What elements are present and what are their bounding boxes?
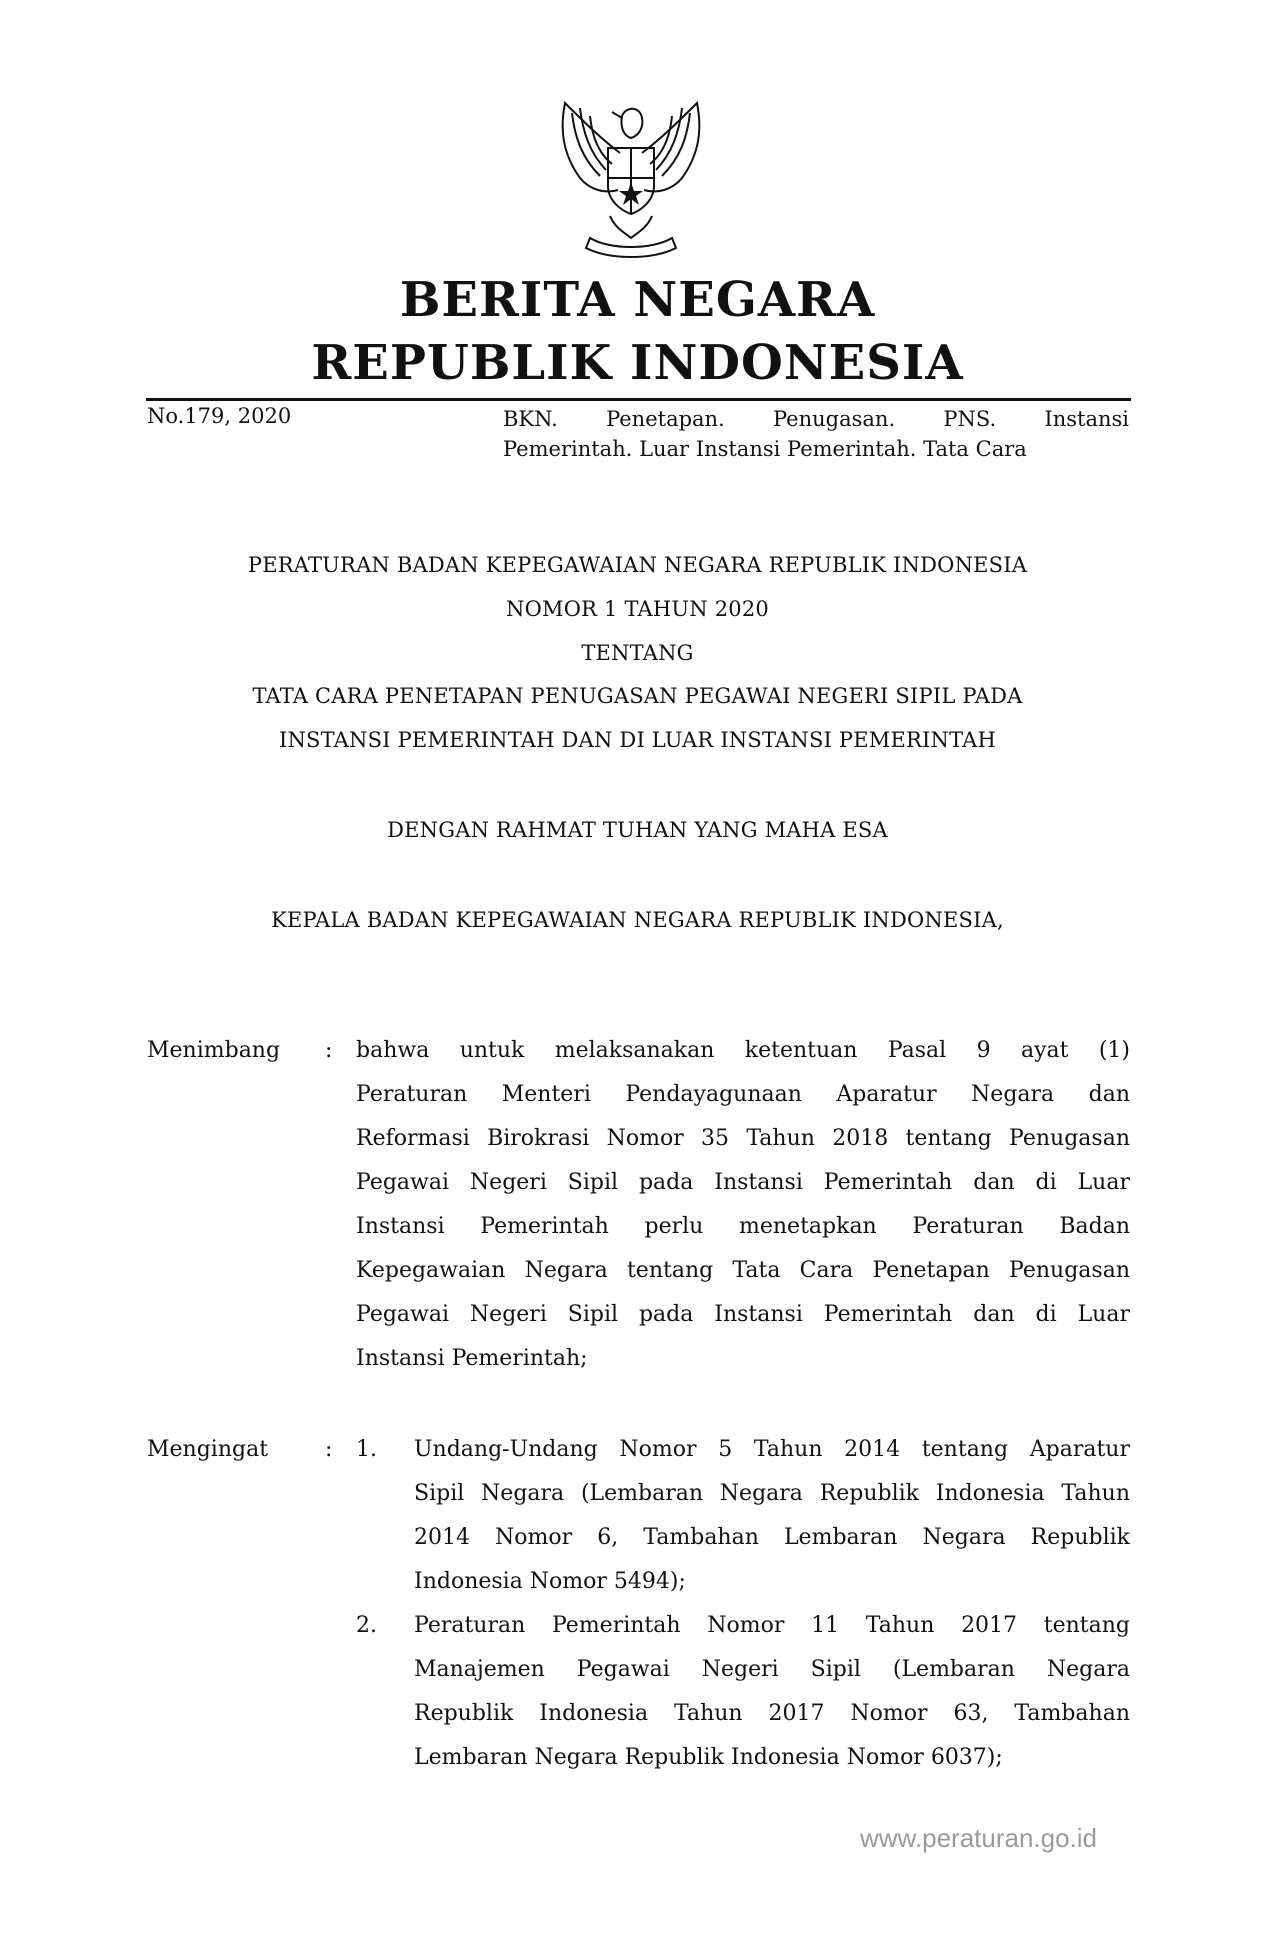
text-line: Republik Indonesia Tahun 2017 Nomor 63, Tambahan: [414, 1701, 1130, 1726]
mengingat-label: Mengingat: [147, 1437, 269, 1462]
regulation-about: TENTANG: [581, 641, 694, 665]
invocation: DENGAN RAHMAT TUHAN YANG MAHA ESA: [387, 818, 888, 842]
text-line: Peraturan Pemerintah Nomor 11 Tahun 2017 tentang: [414, 1613, 1130, 1638]
list-item: [414, 1604, 1130, 1780]
subject-line: Pemerintah. Luar Instansi Pemerintah. Tata Cara: [503, 437, 1027, 461]
text-line: Manajemen Pegawai Negeri Sipil (Lembaran Negara: [414, 1657, 1130, 1682]
issuing-authority: KEPALA BADAN KEPEGAWAIAN NEGARA REPUBLIK INDONESIA,: [271, 908, 1004, 932]
gazette-subject: [503, 404, 1129, 464]
regulation-title: PERATURAN BADAN KEPEGAWAIAN NEGARA REPUBLIK INDONESIA: [247, 553, 1028, 577]
mengingat-colon: :: [325, 1437, 333, 1462]
text-line: Peraturan Menteri Pendayagunaan Aparatur Negara dan: [356, 1082, 1130, 1107]
gazette-number: No.179, 2020: [147, 404, 292, 428]
footer-url[interactable]: www.peraturan.go.id: [860, 1823, 1098, 1853]
list-item-number: 2.: [356, 1613, 377, 1638]
text-line: Pegawai Negeri Sipil pada Instansi Pemerintah dan di Luar: [356, 1302, 1130, 1327]
text-line: Kepegawaian Negara tentang Tata Cara Penetapan Penugasan: [356, 1258, 1130, 1283]
menimbang-label: Menimbang: [147, 1038, 281, 1063]
text-line: Undang-Undang Nomor 5 Tahun 2014 tentang Aparatur: [414, 1437, 1130, 1462]
menimbang-colon: :: [325, 1038, 333, 1063]
text-line: Indonesia Nomor 5494);: [414, 1569, 686, 1594]
subject-line: BKN. Penetapan. Penugasan. PNS. Instansi: [503, 407, 1129, 431]
regulation-topic-line: TATA CARA PENETAPAN PENUGASAN PEGAWAI NEGERI SIPIL PADA: [252, 684, 1023, 708]
title-divider: [146, 398, 1131, 401]
text-line: Sipil Negara (Lembaran Negara Republik Indonesia Tahun: [414, 1481, 1130, 1506]
list-item: [414, 1428, 1130, 1604]
regulation-topic-line: INSTANSI PEMERINTAH DAN DI LUAR INSTANSI PEMERINTAH: [278, 728, 997, 752]
text-line: Instansi Pemerintah;: [356, 1346, 588, 1371]
gazette-subtitle: REPUBLIK INDONESIA: [311, 335, 964, 391]
text-line: 2014 Nomor 6, Tambahan Lembaran Negara Republik: [414, 1525, 1130, 1550]
text-line: Instansi Pemerintah perlu menetapkan Peraturan Badan: [356, 1214, 1130, 1239]
text-line: Reformasi Birokrasi Nomor 35 Tahun 2018 tentang Penugasan: [356, 1126, 1130, 1151]
text-line: Pegawai Negeri Sipil pada Instansi Pemerintah dan di Luar: [356, 1170, 1130, 1195]
text-line: Lembaran Negara Republik Indonesia Nomor 6037);: [414, 1745, 1003, 1770]
list-item-number: 1.: [356, 1437, 377, 1462]
garuda-emblem-icon: [550, 98, 712, 260]
text-line: bahwa untuk melaksanakan ketentuan Pasal 9 ayat (1): [356, 1038, 1130, 1063]
gazette-title: BERITA NEGARA: [399, 272, 876, 328]
regulation-number: NOMOR 1 TAHUN 2020: [506, 597, 769, 621]
menimbang-text: [356, 1029, 1130, 1381]
